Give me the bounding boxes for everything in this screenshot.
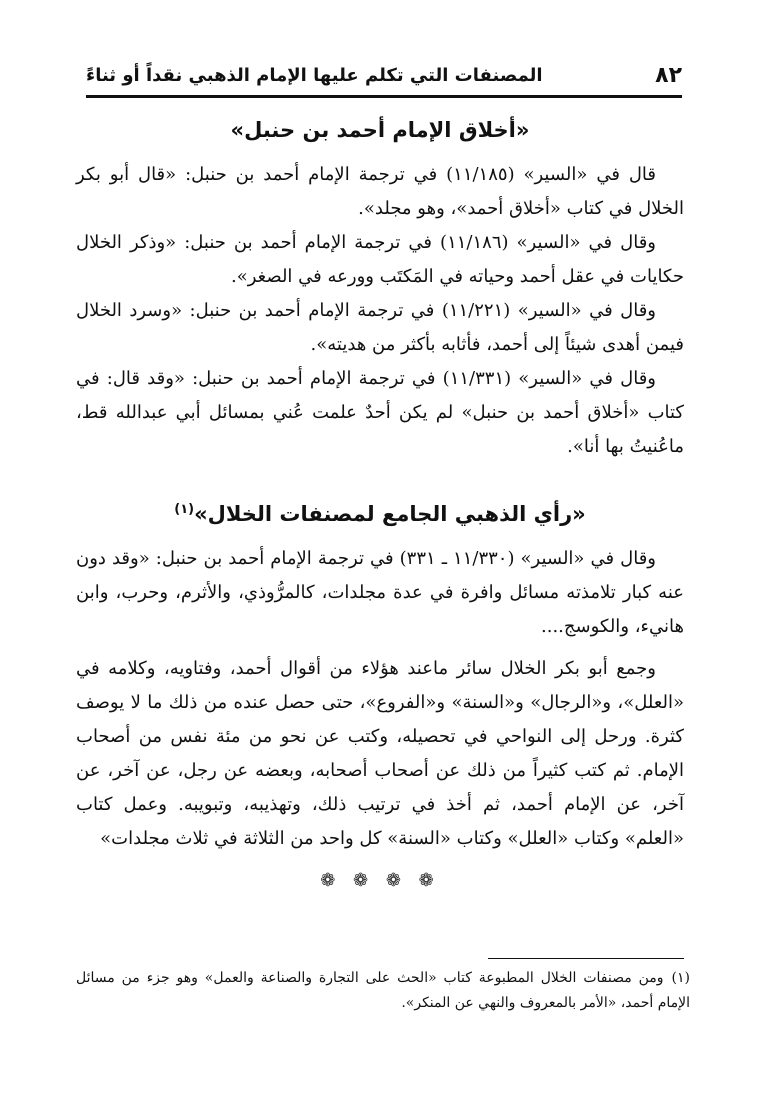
section-heading-akhlaq [76,118,684,142]
page-number: ٨٢ [655,62,682,88]
footnote-divider [488,958,684,959]
page-header [86,58,682,92]
footnote-reference[interactable]: (١) [174,502,195,517]
section-spacer [76,464,684,502]
section-heading-dhahabi-opinion [76,502,684,526]
paragraph: وجمع أبو بكر الخلال سائر ماعند هؤلاء من أقوال أحمد، وفتاويه، وكلامه في «العلل»، و«الرجال» و«السنة» و«الفروع»، حتى حصل عنده من ذلك ما لا يوصف كثرة. ورحل إلى النواحي في تحصيله، وكتب عن نحو من مئة نفس من أصحاب الإمام. ثم كتب كثيراً من ذلك عن أصحاب أصحابه، وبعضه عن رجل، عن آخر، عن آخر، عن الإمام أحمد، ثم أخذ في ترتيب ذلك، وتهذيبه، وتبويبه. وعمل كتاب «العلم» وكتاب «العلل» وكتاب «السنة» كل واحد من الثلاثة في ثلاث مجلدات» [76,658,684,849]
paragraph: قال في «السير» (١١/١٨٥) في ترجمة الإمام أحمد بن حنبل: «قال أبو بكر الخلال في كتاب «أخلاق أحمد»، وهو مجلد». [76,164,684,219]
section-heading-text: «أخلاق الإمام أحمد بن حنبل» [230,118,530,142]
section-end-ornament: ❁ ❁ ❁ ❁ [320,870,440,891]
main-content [76,118,684,891]
header-divider [86,95,682,98]
paragraph: وقال في «السير» (١١/٣٣٠ ـ ٣٣١) في ترجمة الإمام أحمد بن حنبل: «وقد دون عنه كبار تلامذته مسائل وافرة في عدة مجلدات، كالمرُّوذي، والأثرم، وحرب، وابن هانيء، والكوسج.... [76,548,684,637]
paragraph: وقال في «السير» (١١/٣٣١) في ترجمة الإمام أحمد بن حنبل: «وقد قال: في كتاب «أخلاق أحمد بن حنبل» لم يكن أحدٌ علمت عُني بمسائل أبي عبدالله قط، ماعُنيتُ بها أنا». [76,368,684,457]
section-heading-text: «رأي الذهبي الجامع لمصنفات الخلال» [194,502,586,526]
paragraph: وقال في «السير» (١١/١٨٦) في ترجمة الإمام أحمد بن حنبل: «وذكر الخلال حكايات في عقل أحمد وحياته في المَكتَب وورعه في الصغر». [76,232,684,287]
footnote [76,966,690,1016]
footnote-text: ومن مصنفات الخلال المطبوعة كتاب «الحث على التجارة والصناعة والعمل» وهو جزء من مسائل الإمام أحمد، «الأمر بالمعروف والنهي عن المنكر». [76,970,690,1011]
footnote-marker: (١) [671,970,690,986]
running-title: المصنفات التي تكلم عليها الإمام الذهبي نقداً أو ثناءً [86,64,543,86]
paragraph: وقال في «السير» (١١/٢٢١) في ترجمة الإمام أحمد بن حنبل: «وسرد الخلال فيمن أهدى شيئاً إلى أحمد، فأثابه بأكثر من هديته». [76,300,684,355]
